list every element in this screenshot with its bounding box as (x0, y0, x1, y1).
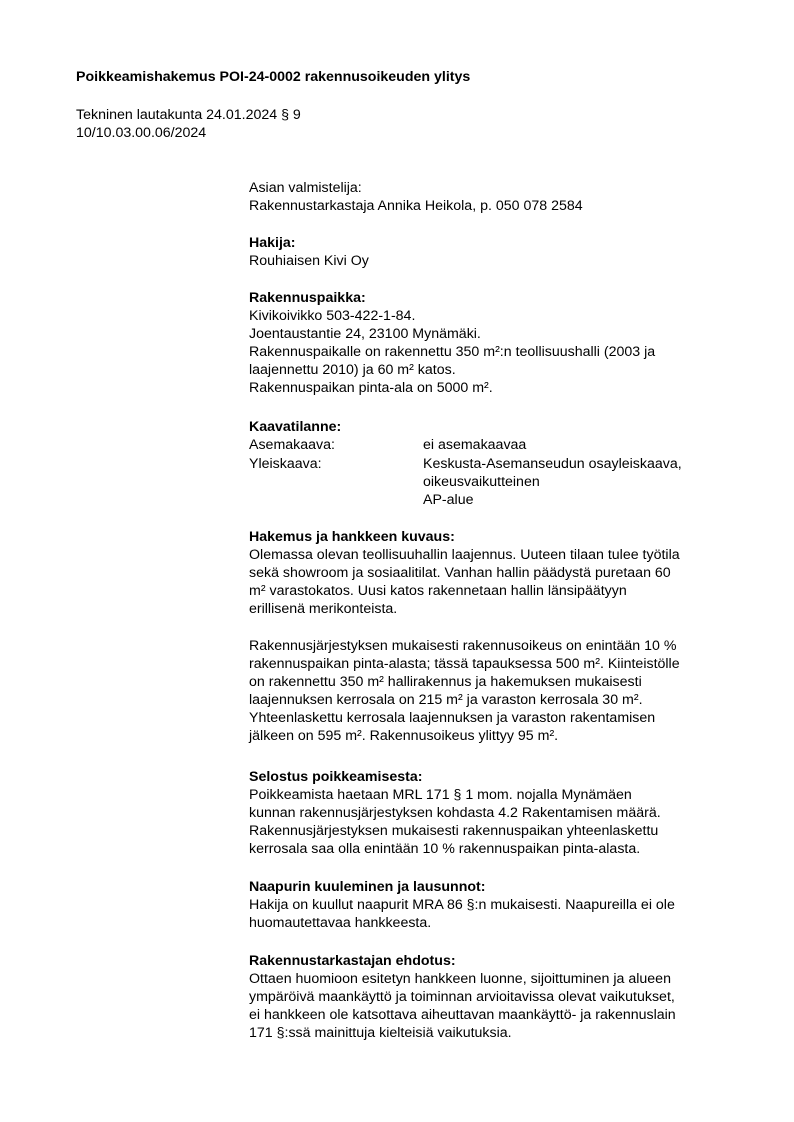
neighbours-text (249, 896, 675, 932)
deviation-line: kunnan rakennusjärjestyksen kohdasta 4.2 Rakentamisen määrä. (249, 805, 661, 821)
master-plan-label: Yleiskaava: (249, 456, 322, 472)
detail-plan-label: Asemakaava: (249, 437, 335, 453)
preparer-value: Rakennustarkastaja Annika Heikola, p. 050 078 2584 (249, 198, 583, 214)
applicant-value: Rouhiaisen Kivi Oy (249, 253, 369, 269)
proposal-line: ympäröivä maankäyttö ja toiminnan arvioitavissa olevat vaikutukset, (249, 989, 675, 1005)
project-line: sekä showroom ja sosiaalitilat. Vanhan hallin päädystä puretaan 60 (249, 565, 671, 581)
neighbours-line: Hakija on kuullut naapurit MRA 86 §:n mukaisesti. Naapureilla ei ole (249, 897, 675, 913)
project-heading: Hakemus ja hankkeen kuvaus: (249, 529, 455, 545)
applicant-heading: Hakija: (249, 235, 296, 251)
deviation-heading: Selostus poikkeamisesta: (249, 769, 423, 785)
proposal-line: ei hankkeen ole katsottava aiheuttavan maankäyttö- ja rakennuslain (249, 1007, 676, 1023)
site-heading: Rakennuspaikka: (249, 290, 366, 306)
project-line: jälkeen on 595 m². Rakennusoikeus ylittyy 95 m². (249, 728, 559, 744)
project-line: on rakennettu 350 m² hallirakennus ja hakemuksen mukaisesti (249, 674, 642, 690)
project-line: rakennuspaikan pinta-alasta; tässä tapauksessa 500 m². Kiinteistölle (249, 656, 680, 672)
site-text (249, 307, 655, 397)
deviation-line: kerrosala saa olla enintään 10 % rakennuspaikan pinta-alasta. (249, 841, 641, 857)
project-line: erillisenä merikonteista. (249, 601, 398, 617)
site-line: Rakennuspaikan pinta-ala on 5000 m². (249, 380, 493, 396)
project-line: Rakennusjärjestyksen mukaisesti rakennusoikeus on enintään 10 % (249, 638, 677, 654)
preparer-label: Asian valmistelija: (249, 180, 362, 196)
site-line: Kivikoivikko 503-422-1-84. (249, 308, 416, 324)
deviation-line: Poikkeamista haetaan MRL 171 § 1 mom. nojalla Mynämäen (249, 787, 632, 803)
master-plan-value (423, 455, 682, 509)
neighbours-heading: Naapurin kuuleminen ja lausunnot: (249, 879, 486, 895)
document-title: Poikkeamishakemus POI-24-0002 rakennusoikeuden ylitys (76, 69, 471, 85)
reference-number: 10/10.03.00.06/2024 (76, 125, 207, 141)
site-line: Rakennuspaikalle on rakennettu 350 m²:n teollisuushalli (2003 ja (249, 344, 656, 360)
neighbours-line: huomautettavaa hankkeesta. (249, 915, 432, 931)
project-line: laajennuksen kerrosala on 215 m² ja varaston kerrosala 30 m². (249, 692, 643, 708)
proposal-line: 171 §:ssä mainittuja kielteisiä vaikutuksia. (249, 1025, 512, 1041)
site-line: laajennettu 2010) ja 60 m² katos. (249, 362, 456, 378)
meeting-info: Tekninen lautakunta 24.01.2024 § 9 (76, 107, 301, 123)
project-paragraph-2 (249, 637, 680, 745)
deviation-line: Rakennusjärjestyksen mukaisesti rakennuspaikan yhteenlaskettu (249, 823, 659, 839)
project-paragraph-1 (249, 546, 680, 618)
master-plan-line: Keskusta-Asemanseudun osayleiskaava, (423, 456, 682, 472)
project-line: Yhteenlaskettu kerrosala laajennuksen ja varaston rakentamisen (249, 710, 656, 726)
proposal-line: Ottaen huomioon esitetyn hankkeen luonne, sijoittuminen ja alueen (249, 971, 671, 987)
master-plan-line: AP-alue (423, 492, 474, 508)
proposal-text (249, 970, 676, 1042)
project-line: Olemassa olevan teollisuuhallin laajennus. Uuteen tilaan tulee työtila (249, 547, 680, 563)
proposal-heading: Rakennustarkastajan ehdotus: (249, 953, 456, 969)
detail-plan-value: ei asemakaavaa (423, 437, 527, 453)
project-line: m² varastokatos. Uusi katos rakennetaan hallin länsipäätyyn (249, 583, 627, 599)
zoning-heading: Kaavatilanne: (249, 419, 342, 435)
deviation-text (249, 786, 661, 858)
master-plan-line: oikeusvaikutteinen (423, 474, 540, 490)
site-line: Joentaustantie 24, 23100 Mynämäki. (249, 326, 481, 342)
